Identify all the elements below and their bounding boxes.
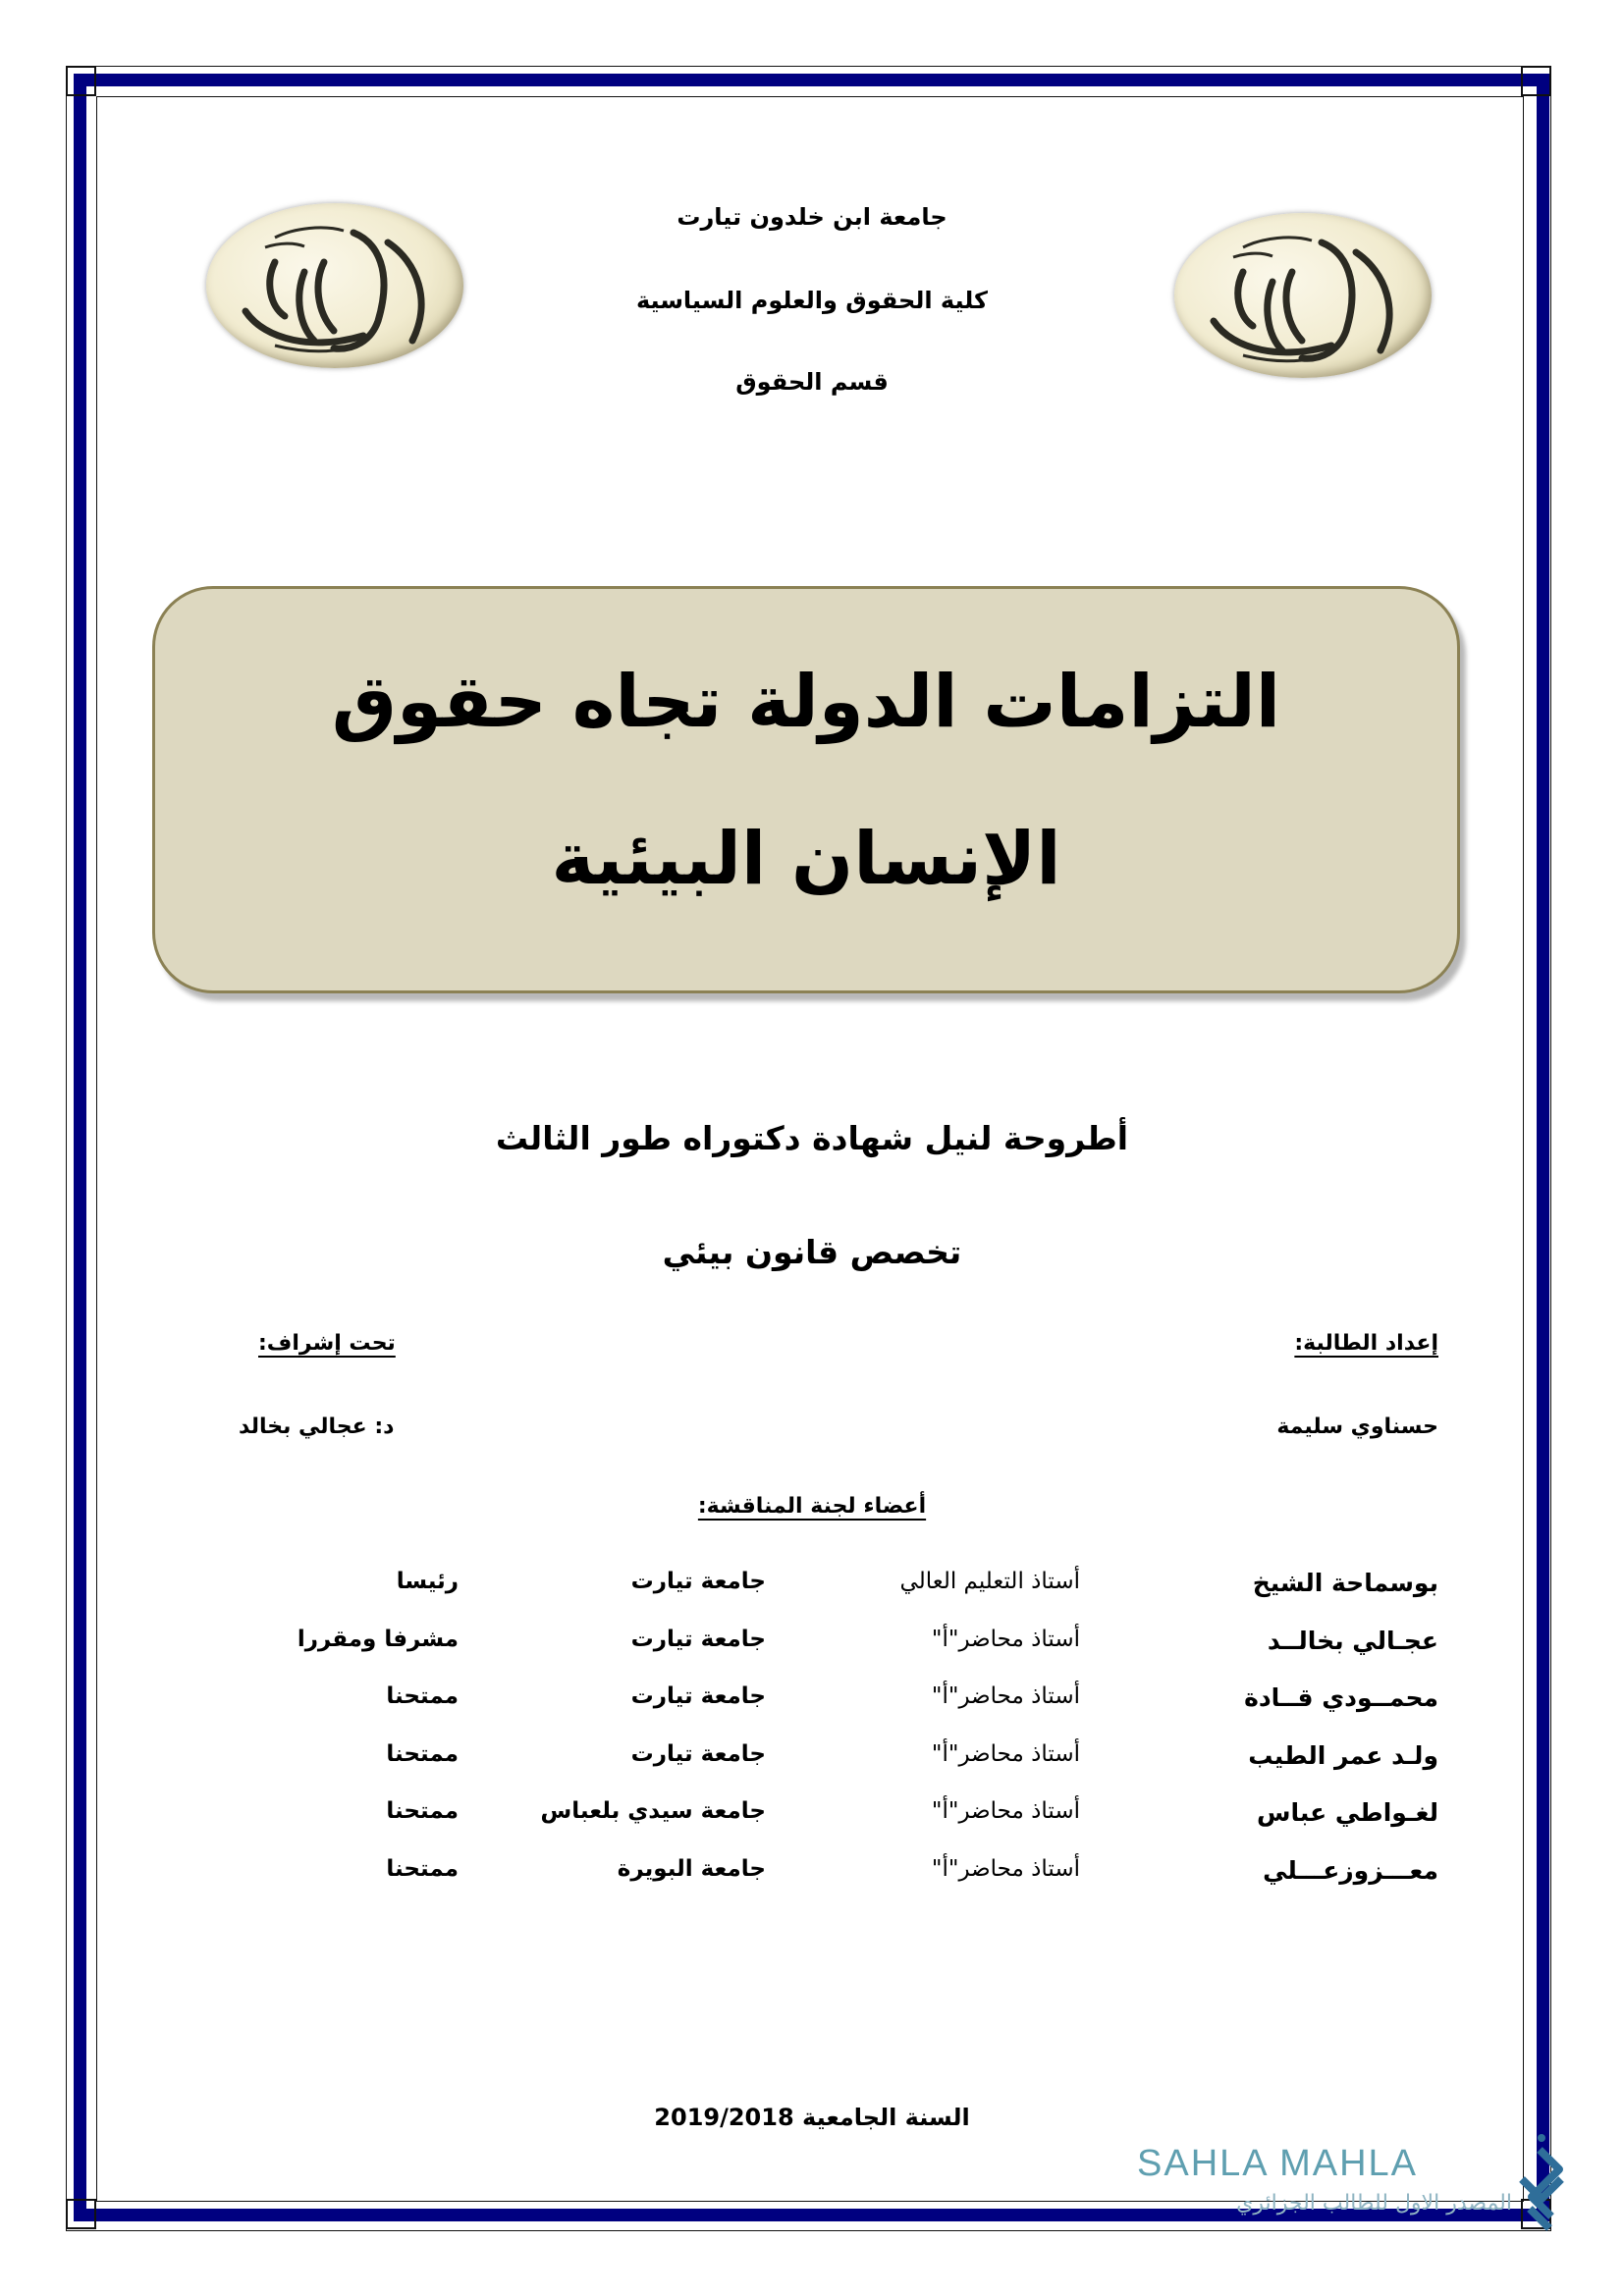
- member-university: جامعة تيارت: [630, 1683, 766, 1709]
- member-rank: أستاذ التعليم العالي: [899, 1569, 1080, 1594]
- ibn-khaldoun-emblem-icon: [1174, 213, 1432, 378]
- member-university: جامعة سيدي بلعباس: [540, 1798, 766, 1824]
- member-university: جامعة تيارت: [630, 1740, 766, 1767]
- member-university: جامعة تيارت: [630, 1626, 766, 1652]
- degree-statement: أطروحة لنيل شهادة دكتوراه طور الثالث: [495, 1119, 1129, 1157]
- member-role: ممتحنا: [386, 1855, 459, 1882]
- corner-ornament-bottom-left: [66, 2199, 96, 2229]
- member-rank: أستاذ محاضر"أ": [931, 1855, 1080, 1882]
- committee-label: أعضاء لجنة المناقشة:: [697, 1494, 927, 1519]
- committee-row: [275, 1627, 1438, 1684]
- committee-row: [275, 1856, 1438, 1914]
- corner-ornament-top-right: [1521, 66, 1551, 96]
- member-rank: أستاذ محاضر"أ": [931, 1740, 1080, 1767]
- university-logo-left: [206, 203, 463, 368]
- member-role: مشرفا ومقررا: [297, 1626, 459, 1652]
- supervised-by-label: تحت إشراف:: [258, 1331, 396, 1356]
- member-role: رئيسا: [396, 1569, 459, 1594]
- watermark-title: SAHLA MAHLA: [1137, 2143, 1418, 2184]
- thesis-title-line-2: الإنسان البيئية: [551, 817, 1061, 901]
- specialty: تخصص قانون بيئي: [662, 1233, 962, 1271]
- university-name: جامعة ابن خلدون تيارت: [677, 203, 947, 231]
- member-name: معـــزوزعـــلي: [1263, 1855, 1438, 1885]
- student-name: حسناوي سليمة: [1276, 1415, 1438, 1439]
- committee-row: [275, 1683, 1438, 1741]
- faculty-name: كلية الحقوق والعلوم السياسية: [635, 287, 989, 314]
- committee-row: [275, 1741, 1438, 1799]
- member-rank: أستاذ محاضر"أ": [931, 1798, 1080, 1824]
- committee-row: [275, 1569, 1438, 1627]
- member-role: ممتحنا: [386, 1740, 459, 1767]
- ibn-khaldoun-emblem-icon: [206, 203, 463, 368]
- member-name: ولـد عمر الطيب: [1248, 1740, 1438, 1770]
- academic-year: السنة الجامعية 2019/2018: [654, 2104, 970, 2131]
- supervisor-name: د: عجالي بخالد: [239, 1415, 395, 1439]
- member-role: ممتحنا: [386, 1798, 459, 1824]
- watermark-subtitle: المصدر الاول للطالب الجزائري: [1236, 2191, 1512, 2216]
- committee-row: [275, 1798, 1438, 1856]
- department-name: قسم الحقوق: [735, 368, 889, 396]
- thesis-title-line-1: التزامات الدولة تجاه حقوق: [331, 660, 1281, 744]
- member-name: عجـالي بخالــد: [1267, 1626, 1438, 1655]
- member-role: ممتحنا: [386, 1683, 459, 1709]
- thesis-title-box: [152, 586, 1460, 993]
- member-name: محمــودي قــادة: [1244, 1683, 1438, 1712]
- committee-table: [275, 1569, 1438, 1913]
- member-name: لغـواطي عباس: [1257, 1798, 1438, 1827]
- member-name: بوسماحة الشيخ: [1252, 1569, 1438, 1597]
- member-rank: أستاذ محاضر"أ": [931, 1626, 1080, 1652]
- member-university: جامعة البويرة: [617, 1855, 766, 1882]
- committee-label-wrap: [0, 1494, 1624, 1519]
- university-logo-right: [1174, 213, 1432, 378]
- member-university: جامعة تيارت: [630, 1569, 766, 1594]
- corner-ornament-top-left: [66, 66, 96, 96]
- member-rank: أستاذ محاضر"أ": [931, 1683, 1080, 1709]
- prepared-by-label: إعداد الطالبة:: [1294, 1331, 1438, 1356]
- sahla-mahla-logo-icon: [1512, 2130, 1581, 2233]
